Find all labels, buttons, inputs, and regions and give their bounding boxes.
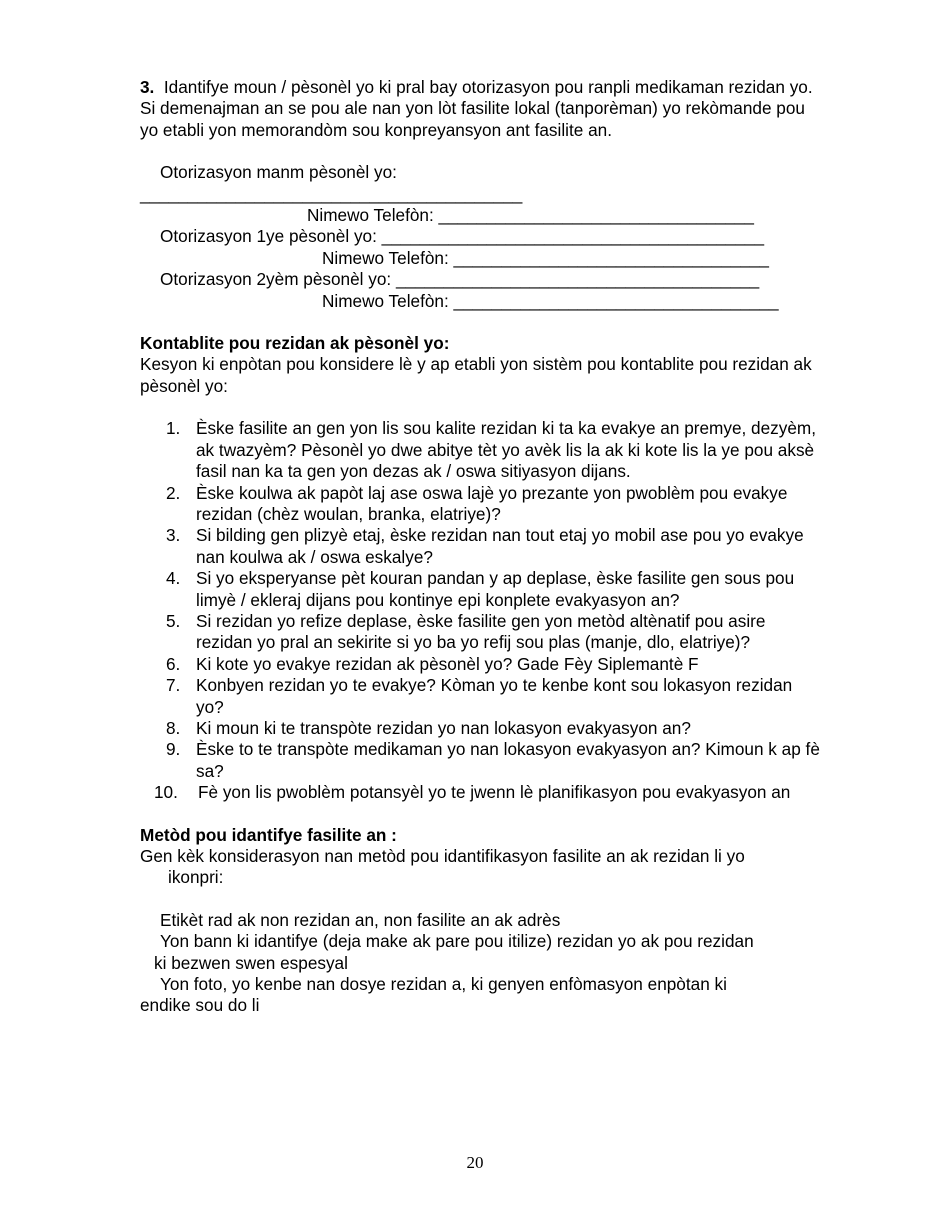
phone-line-main: Nimewo Telefòn: _________________________________ (307, 205, 754, 226)
item-text: Si rezidan yo refize deplase, èske fasilite gen yon metòd altènatif pou asire rezidan yo pral an sekirite si yo ba yo refij sou plas (manje, dlo, elatriye)? (196, 610, 766, 653)
identification-item-photo-line1: Yon foto, yo kenbe nan dosye rezidan a, ki genyen enfòmasyon enpòtan ki (160, 974, 727, 995)
intro-number: 3. (140, 77, 155, 97)
phone-line-1st: Nimewo Telefòn: _________________________________ (322, 247, 769, 268)
item-number: 8. (166, 717, 181, 738)
identification-intro (140, 846, 820, 889)
list-item (140, 525, 820, 568)
item-number: 6. (166, 653, 181, 674)
item-text: Si yo eksperyanse pèt kouran pandan y ap deplase, èske fasilite gen sous pou limyè / ekleraj dijans pou kontinye epi konplete evakyasyon an? (196, 568, 795, 610)
item-number: 4. (166, 568, 181, 589)
list-item (140, 418, 820, 482)
identification-title: Metòd pou idantifye fasilite an : (140, 824, 397, 845)
identification-item-photo-line2: endike sou do li (140, 995, 260, 1016)
list-item (140, 654, 820, 675)
page-number: 20 (466, 1153, 484, 1172)
intro-paragraph (140, 77, 820, 141)
document-page (140, 77, 820, 1017)
accountability-title: Kontablite pou rezidan ak pèsonèl yo: (140, 333, 450, 354)
identification-item-label: Etikèt rad ak non rezidan an, non fasilite an ak adrès (160, 909, 561, 930)
authorization-2nd-line: Otorizasyon 2yèm pèsonèl yo: ______________________________________ (160, 269, 760, 290)
list-item (140, 611, 820, 654)
identification-intro-line1: Gen kèk konsiderasyon nan metòd pou idantifikasyon fasilite an ak rezidan li yo (140, 846, 745, 866)
item-text: Konbyen rezidan yo te evakye? Kòman yo te kenbe kont sou lokasyon rezidan yo? (196, 675, 793, 717)
item-text: Èske koulwa ak papòt laj ase oswa lajè yo prezante yon pwoblèm pou evakye rezidan (chèz woulan, branka, elatriye)? (196, 482, 788, 524)
item-text: Èske fasilite an gen yon lis sou kalite rezidan ki ta ka evakye an premye, dezyèm, ak twazyèm? Pèsonèl yo dwe abitye tèt yo avèk lis la ak ki kote lis la ye pou aksè fasil nan ka ta gen yon dezas ak / oswa sitiyasyon dijans. (196, 418, 817, 482)
list-item (140, 739, 820, 782)
authorization-1st-line: Otorizasyon 1ye pèsonèl yo: ________________________________________ (160, 226, 765, 247)
identification-item-band-line1: Yon bann ki idantifye (deja make ak pare pou itilize) rezidan yo ak pou rezidan (160, 931, 754, 952)
item-number: 7. (166, 675, 181, 696)
item-number: 5. (166, 610, 181, 631)
list-item (140, 483, 820, 526)
item-text: Si bilding gen plizyè etaj, èske rezidan nan tout etaj yo mobil ase pou yo evakye nan koulwa ak / oswa eskalye? (196, 525, 804, 567)
item-text: Ki kote yo evakye rezidan ak pèsonèl yo? Gade Fèy Siplemantè F (196, 653, 699, 674)
phone-line-2nd: Nimewo Telefòn: __________________________________ (322, 290, 779, 311)
identification-intro-line2: ikonpri: (168, 867, 224, 888)
authorization-line: ________________________________________ (140, 183, 523, 204)
intro-text: Idantifye moun / pèsonèl yo ki pral bay otorizasyon pou ranpli medikaman rezidan yo. Si demenajman an se pou ale nan yon lòt fasilite lokal (tanporèman) yo rekòmande pou yo etabli yon memorandòm sou konpreyansyon ant fasilite an. (140, 77, 813, 140)
item-text: Èske to te transpòte medikaman yo nan lokasyon evakyasyon an? Kimoun k ap fè sa? (196, 739, 820, 781)
authorization-heading: Otorizasyon manm pèsonèl yo: (160, 162, 397, 183)
list-item (140, 782, 820, 803)
item-text: Ki moun ki te transpòte rezidan yo nan lokasyon evakyasyon an? (196, 717, 691, 738)
item-number: 9. (166, 739, 181, 760)
authorization-block (140, 162, 820, 312)
list-item (140, 568, 820, 611)
list-item (140, 718, 820, 739)
item-number: 10. (154, 782, 178, 803)
questions-list (140, 418, 820, 803)
item-number: 3. (166, 525, 181, 546)
item-number: 1. (166, 418, 181, 439)
identification-items (140, 910, 820, 1017)
identification-item-band-line2: ki bezwen swen espesyal (154, 952, 348, 973)
item-number: 2. (166, 482, 181, 503)
accountability-intro: Kesyon ki enpòtan pou konsidere lè y ap etabli yon sistèm pou kontablite pou rezidan ak pèsonèl yo: (140, 354, 812, 396)
item-text: Fè yon lis pwoblèm potansyèl yo te jwenn lè planifikasyon pou evakyasyon an (198, 782, 791, 803)
list-item (140, 675, 820, 718)
